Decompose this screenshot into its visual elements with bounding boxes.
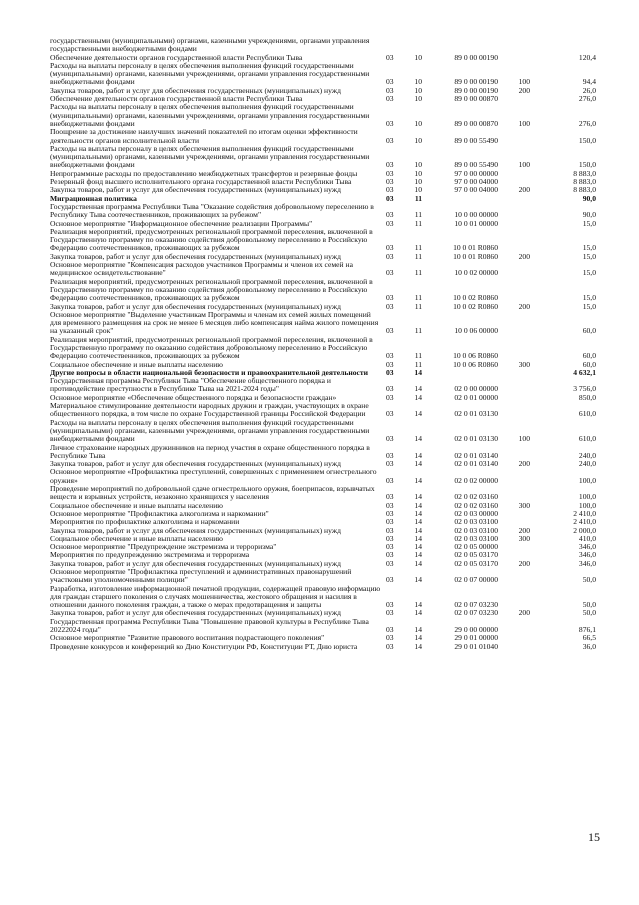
row-amount: 100,0 (578, 500, 596, 510)
row-section: 03 (386, 160, 394, 170)
row-subsection: 10 (414, 118, 422, 128)
row-subsection: 14 (414, 575, 422, 585)
row-subsection: 14 (414, 625, 422, 635)
row-target-article: 97 0 00 00000 (454, 168, 498, 178)
row-section: 03 (386, 525, 394, 535)
row-subsection: 11 (414, 326, 422, 336)
row-subsection: 14 (414, 633, 422, 643)
table-row (50, 336, 594, 361)
row-expense-type: 200 (518, 301, 530, 311)
row-amount: 50,0 (582, 608, 596, 618)
row-amount: 610,0 (578, 434, 596, 444)
row-target-article: 02 0 03 03100 (454, 525, 498, 535)
row-name: Проведение мероприятий по добровольной сдаче огнестрельного оружия, боеприпасов, взрывчатых веществ и взрывных устройств, незаконно хранящихся у населения (50, 484, 375, 502)
row-target-article: 02 0 07 00000 (454, 575, 498, 585)
table-row (50, 568, 594, 585)
row-amount: 60,0 (582, 351, 596, 361)
row-amount: 90,0 (582, 210, 596, 220)
row-target-article: 02 0 03 03100 (454, 533, 498, 543)
row-name: Мероприятия по профилактике алкоголизма и наркомании (50, 517, 240, 527)
row-subsection: 14 (414, 492, 422, 502)
row-expense-type: 200 (518, 558, 530, 568)
table-row (50, 145, 594, 170)
row-section: 03 (386, 533, 394, 543)
row-expense-type: 200 (518, 525, 530, 535)
table-row (50, 311, 594, 336)
row-name: Социальное обеспечение и иные выплаты населению (50, 500, 223, 510)
row-name: Проведение конкурсов и конференций ко Дню Конституции РФ, Конституции РТ, Дню юриста (50, 641, 358, 651)
table-row (50, 643, 594, 651)
row-expense-type: 200 (518, 85, 530, 95)
row-amount: 15,0 (582, 243, 596, 253)
row-target-article: 02 0 03 03100 (454, 517, 498, 527)
row-amount: 36,0 (582, 641, 596, 651)
row-section: 03 (386, 301, 394, 311)
row-subsection: 11 (414, 210, 422, 220)
row-subsection: 14 (414, 367, 422, 377)
row-name: Закупка товаров, работ и услуг для обеспечения государственных (муниципальных) нужд (50, 185, 341, 195)
row-subsection: 10 (414, 160, 422, 170)
row-name: Закупка товаров, работ и услуг для обеспечения государственных (муниципальных) нужд (50, 459, 341, 469)
row-section: 03 (386, 177, 394, 187)
row-subsection: 10 (414, 168, 422, 178)
row-name: Государственная программа Республики Тыва "Обеспечение общественного порядка и противодействие преступности в Республике Тыва на 2021-2024 годы" (50, 376, 331, 394)
row-target-article: 89 0 00 55490 (454, 160, 498, 170)
row-name: Поощрение за достижение наилучших значений показателей по итогам оценки эффективности деятельности органов исполнительной власти (50, 127, 358, 145)
row-expense-type: 300 (518, 359, 530, 369)
row-name: Основное мероприятие «Профилактика преступлений, совершенных с применением огнестрельного оружия» (50, 467, 377, 485)
row-amount: 60,0 (582, 326, 596, 336)
row-name: Социальное обеспечение и иные выплаты населению (50, 359, 223, 369)
row-expense-type: 100 (518, 118, 530, 128)
row-name: Закупка товаров, работ и услуг для обеспечения государственных (муниципальных) нужд (50, 525, 341, 535)
row-section: 03 (386, 367, 394, 377)
row-expense-type: 100 (518, 434, 530, 444)
row-amount: 346,0 (578, 542, 596, 552)
row-subsection: 14 (414, 459, 422, 469)
row-section: 03 (386, 542, 394, 552)
row-amount: 876,1 (578, 625, 596, 635)
row-target-article: 02 0 01 03130 (454, 409, 498, 419)
row-name: Разработка, изготовление информационной печатной продукции, содержащей правовую информацию для граждан старшего поколения о случаях мошенничества, жестокого обращения и насилия в отношении данного поколения граждан, а также о мерах предотвращения и защиты (50, 583, 381, 610)
row-name: Закупка товаров, работ и услуг для обеспечения государственных (муниципальных) нужд (50, 608, 341, 618)
row-subsection: 14 (414, 508, 422, 518)
row-amount: 100,0 (578, 492, 596, 502)
row-subsection: 14 (414, 409, 422, 419)
row-target-article: 10 0 01 R0860 (453, 243, 498, 253)
row-expense-type: 100 (518, 160, 530, 170)
row-target-article: 29 0 01 00000 (454, 633, 498, 643)
row-section: 03 (386, 359, 394, 369)
table-row (50, 485, 594, 502)
row-amount: 15,0 (582, 218, 596, 228)
row-amount: 3 756,0 (573, 384, 596, 394)
table-row (50, 103, 594, 128)
row-name: Расходы на выплаты персоналу в целях обеспечения выполнения функций государственными (муниципальными) органами, казенными учреждениями, органами управления государственными внебюджетными фондами (50, 143, 370, 170)
row-target-article: 10 0 02 00000 (454, 268, 498, 278)
row-amount: 240,0 (578, 459, 596, 469)
row-target-article: 02 0 07 03230 (454, 608, 498, 618)
row-subsection: 14 (414, 392, 422, 402)
row-section: 03 (386, 293, 394, 303)
row-target-article: 02 0 05 00000 (454, 542, 498, 552)
row-target-article: 10 0 02 R0860 (453, 293, 498, 303)
row-section: 03 (386, 558, 394, 568)
row-subsection: 14 (414, 384, 422, 394)
row-subsection: 10 (414, 177, 422, 187)
row-subsection: 14 (414, 434, 422, 444)
row-subsection: 14 (414, 450, 422, 460)
row-name: Личное страхование народных дружинников на период участия в охране общественного порядка в Республике Тыва (50, 442, 370, 460)
row-section: 03 (386, 450, 394, 460)
row-subsection: 14 (414, 600, 422, 610)
row-subsection: 14 (414, 641, 422, 651)
row-section: 03 (386, 218, 394, 228)
row-name: Другие вопросы в области национальной безопасности и правоохранительной деятельности (50, 367, 369, 377)
table-row (50, 402, 594, 419)
row-amount: 346,0 (578, 558, 596, 568)
row-subsection: 11 (414, 293, 422, 303)
row-name: Закупка товаров, работ и услуг для обеспечения государственных (муниципальных) нужд (50, 558, 341, 568)
row-section: 03 (386, 351, 394, 361)
row-section: 03 (386, 193, 394, 203)
row-name: Резервный фонд высшего исполнительного органа государственной власти Республики Тыва (50, 177, 352, 187)
row-target-article: 10 0 01 00000 (454, 218, 498, 228)
row-amount: 150,0 (578, 135, 596, 145)
row-section: 03 (386, 459, 394, 469)
row-name: Основное мероприятие "Компенсация расходов участников Программы и членов их семей на медицинское освидетельствование" (50, 260, 353, 278)
row-name: Основное мероприятие "Профилактика преступлений и административных правонарушений участковыми уполномоченными полиции" (50, 567, 352, 585)
row-expense-type: 300 (518, 500, 530, 510)
row-section: 03 (386, 434, 394, 444)
row-section: 03 (386, 326, 394, 336)
row-section: 03 (386, 633, 394, 643)
row-section: 03 (386, 600, 394, 610)
row-target-article: 89 0 00 55490 (454, 135, 498, 145)
row-amount: 15,0 (582, 251, 596, 261)
row-target-article: 29 0 01 01040 (454, 641, 498, 651)
row-name: Мероприятия по предупреждению экстремизма и терроризма (50, 550, 250, 560)
row-subsection: 14 (414, 542, 422, 552)
row-section: 03 (386, 575, 394, 585)
row-target-article: 10 0 06 00000 (454, 326, 498, 336)
row-amount: 240,0 (578, 450, 596, 460)
row-name: Закупка товаров, работ и услуг для обеспечения государственных (муниципальных) нужд (50, 251, 341, 261)
row-subsection: 14 (414, 533, 422, 543)
row-name: Расходы на выплаты персоналу в целях обеспечения выполнения функций государственными (муниципальными) органами, казенными учреждениями, органами управления государственными внебюджетными фондами (50, 60, 370, 87)
row-subsection: 14 (414, 475, 422, 485)
row-subsection: 11 (414, 251, 422, 261)
row-amount: 4 632,1 (573, 367, 596, 377)
row-name: Государственная программа Республики Тыва "Оказание содействия добровольному переселению в Республику Тыва соотечественников, проживающих за рубежом" (50, 201, 374, 220)
row-expense-type: 200 (518, 185, 530, 195)
row-subsection: 10 (414, 135, 422, 145)
row-amount: 94,4 (582, 77, 596, 87)
row-amount: 2 000,0 (573, 525, 596, 535)
row-name: Основное мероприятие "Развитие правового воспитания подрастающего поколения" (50, 633, 325, 643)
row-target-article: 10 0 06 R0860 (453, 359, 498, 369)
row-amount: 850,0 (578, 392, 596, 402)
row-name: Непрограммные расходы по предоставлению межбюджетных трансфертов и резервные фонды (50, 168, 358, 178)
row-amount: 276,0 (578, 118, 596, 128)
row-target-article: 97 0 00 04000 (454, 185, 498, 195)
table-row (50, 444, 594, 461)
row-amount: 2 410,0 (573, 508, 596, 518)
row-amount: 100,0 (578, 475, 596, 485)
table-row (50, 203, 594, 220)
row-section: 03 (386, 500, 394, 510)
row-target-article: 29 0 00 00000 (454, 625, 498, 635)
row-target-article: 89 0 00 00190 (454, 52, 498, 62)
row-amount: 90,0 (582, 193, 596, 203)
table-row (50, 618, 594, 635)
row-amount: 26,0 (582, 85, 596, 95)
row-expense-type: 200 (518, 459, 530, 469)
row-target-article: 02 0 03 00000 (454, 508, 498, 518)
row-subsection: 14 (414, 550, 422, 560)
row-subsection: 14 (414, 608, 422, 618)
row-target-article: 89 0 00 00190 (454, 85, 498, 95)
row-section: 03 (386, 94, 394, 104)
row-section: 03 (386, 641, 394, 651)
row-subsection: 14 (414, 558, 422, 568)
row-name: Государственная программа Республики Тыва "Повышение правовой культуры в Республике Тыва 20222024 годы" (50, 616, 369, 635)
page-number: 15 (588, 830, 600, 844)
row-section: 03 (386, 52, 394, 62)
table-row (50, 419, 594, 444)
row-name: Социальное обеспечение и иные выплаты населению (50, 533, 223, 543)
row-target-article: 02 0 01 03130 (454, 434, 498, 444)
row-target-article: 10 0 06 R0860 (453, 351, 498, 361)
row-target-article: 02 0 07 03230 (454, 600, 498, 610)
row-target-article: 89 0 00 00870 (454, 94, 498, 104)
row-expense-type: 300 (518, 533, 530, 543)
row-amount: 346,0 (578, 550, 596, 560)
row-amount: 8 883,0 (573, 168, 596, 178)
row-subsection: 10 (414, 52, 422, 62)
row-name: государственными (муниципальными) органами, казенными учреждениями, органами управления государственными внебюджетными фондами (50, 36, 370, 54)
row-section: 03 (386, 243, 394, 253)
row-amount: 610,0 (578, 409, 596, 419)
row-subsection: 11 (414, 218, 422, 228)
row-section: 03 (386, 210, 394, 220)
row-expense-type: 200 (518, 608, 530, 618)
row-subsection: 10 (414, 77, 422, 87)
row-subsection: 14 (414, 500, 422, 510)
row-subsection: 11 (414, 268, 422, 278)
row-subsection: 10 (414, 185, 422, 195)
row-target-article: 02 0 02 00000 (454, 475, 498, 485)
row-name: Закупка товаров, работ и услуг для обеспечения государственных (муниципальных) нужд (50, 85, 341, 95)
row-section: 03 (386, 517, 394, 527)
row-amount: 8 883,0 (573, 177, 596, 187)
row-name: Основное мероприятие "Информационное обеспечение реализации Программы" (50, 218, 313, 228)
row-target-article: 02 0 05 03170 (454, 550, 498, 560)
row-section: 03 (386, 85, 394, 95)
row-amount: 15,0 (582, 301, 596, 311)
row-section: 03 (386, 251, 394, 261)
row-section: 03 (386, 550, 394, 560)
row-target-article: 02 0 05 03170 (454, 558, 498, 568)
row-name: Расходы на выплаты персоналу в целях обеспечения выполнения функций государственными (муниципальными) органами, казенными учреждениями, органами управления государственными внебюджетными фондами (50, 102, 370, 128)
row-name: Закупка товаров, работ и услуг для обеспечения государственных (муниципальных) нужд (50, 301, 341, 311)
row-amount: 60,0 (582, 359, 596, 369)
row-name: Обеспечение деятельности органов государственной власти Республики Тыва (50, 94, 303, 104)
row-target-article: 89 0 00 00190 (454, 77, 498, 87)
row-amount: 15,0 (582, 268, 596, 278)
table-row (50, 37, 594, 54)
row-amount: 410,0 (578, 533, 596, 543)
row-name: Расходы на выплаты персоналу в целях обеспечения выполнения функций государственными (муниципальными) органами, казенными учреждениями, органами управления государственными внебюджетными фондами (50, 417, 370, 444)
row-expense-type: 200 (518, 251, 530, 261)
row-amount: 150,0 (578, 160, 596, 170)
table-row (50, 585, 594, 610)
budget-table (50, 37, 594, 651)
row-amount: 2 410,0 (573, 517, 596, 527)
row-section: 03 (386, 384, 394, 394)
row-amount: 50,0 (582, 600, 596, 610)
row-section: 03 (386, 77, 394, 87)
row-amount: 15,0 (582, 293, 596, 303)
row-subsection: 14 (414, 517, 422, 527)
row-subsection: 10 (414, 94, 422, 104)
row-section: 03 (386, 135, 394, 145)
row-subsection: 11 (414, 301, 422, 311)
row-name: Реализация мероприятий, предусмотренных региональной программой переселения, включенной в Государственную программу по оказанию содействия добровольному переселению в Российскую Федерацию соотечественников, проживающих за рубежом (50, 276, 373, 303)
table-row (50, 228, 594, 253)
row-subsection: 10 (414, 85, 422, 95)
row-amount: 276,0 (578, 94, 596, 104)
row-name: Основное мероприятие "Предупреждение экстремизма и терроризма" (50, 542, 277, 552)
row-subsection: 11 (414, 193, 422, 203)
row-target-article: 02 0 02 03160 (454, 492, 498, 502)
row-subsection: 11 (414, 243, 422, 253)
row-target-article: 97 0 00 04000 (454, 177, 498, 187)
row-section: 03 (386, 185, 394, 195)
row-target-article: 10 0 00 00000 (454, 210, 498, 220)
row-target-article: 02 0 01 03140 (454, 450, 498, 460)
row-subsection: 11 (414, 351, 422, 361)
row-subsection: 14 (414, 525, 422, 535)
row-section: 03 (386, 392, 394, 402)
row-target-article: 10 0 01 R0860 (453, 251, 498, 261)
table-row (50, 62, 594, 87)
row-amount: 8 883,0 (573, 185, 596, 195)
table-row (50, 377, 594, 394)
row-section: 03 (386, 608, 394, 618)
row-subsection: 11 (414, 359, 422, 369)
row-target-article: 02 0 01 03140 (454, 459, 498, 469)
row-target-article: 10 0 02 R0860 (453, 301, 498, 311)
table-row (50, 261, 594, 278)
table-row (50, 278, 594, 303)
row-target-article: 02 0 00 00000 (454, 384, 498, 394)
row-section: 03 (386, 409, 394, 419)
row-amount: 120,4 (578, 52, 596, 62)
table-row (50, 128, 594, 145)
row-section: 03 (386, 268, 394, 278)
row-section: 03 (386, 492, 394, 502)
row-amount: 50,0 (582, 575, 596, 585)
row-expense-type: 100 (518, 77, 530, 87)
row-section: 03 (386, 168, 394, 178)
row-target-article: 02 0 02 03160 (454, 500, 498, 510)
row-name: Основное мероприятие "Профилактика алкоголизма и наркомании" (50, 508, 269, 518)
row-section: 03 (386, 118, 394, 128)
row-name: Основное мероприятие "Выделение участникам Программы и членам их семей жилых помещений для временного размещения на срок не менее 6 месяцев либо компенсация найма жилого помещения на указанный срок" (50, 309, 379, 336)
row-target-article: 02 0 01 00000 (454, 392, 498, 402)
row-name: Реализация мероприятий, предусмотренных региональной программой переселения, включенной в Государственную программу по оказанию содействия добровольному переселению в Российскую Федерацию соотечественников, проживающих за рубежом (50, 334, 373, 361)
row-section: 03 (386, 625, 394, 635)
row-name: Обеспечение деятельности органов государственной власти Республики Тыва (50, 52, 303, 62)
row-amount: 66,5 (582, 633, 596, 643)
row-name: Основное мероприятие «Обеспечение общественного порядка и безопасности граждан» (50, 392, 337, 402)
row-section: 03 (386, 508, 394, 518)
table-row (50, 468, 594, 485)
row-name: Реализация мероприятий, предусмотренных региональной программой переселения, включенной в Государственную программу по оказанию содействия добровольному переселению в Российскую Федерацию соотечественников, проживающих за рубежом (50, 226, 373, 253)
row-target-article: 89 0 00 00870 (454, 118, 498, 128)
row-section: 03 (386, 475, 394, 485)
row-name: Миграционная политика (50, 193, 137, 203)
row-name: Материальное стимулирование деятельности народных дружин и граждан, участвующих в охране общественного порядка, в том числе по охране Государственной границы Российской Федерации (50, 401, 369, 419)
